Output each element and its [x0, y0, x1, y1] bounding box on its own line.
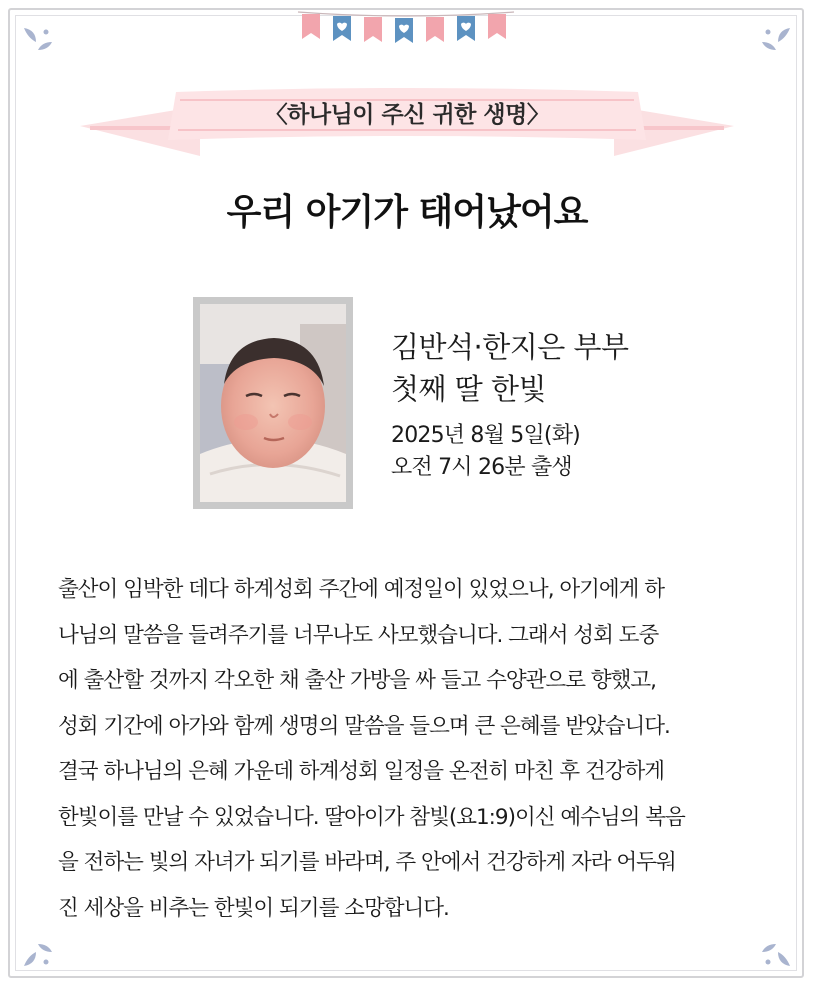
story-line: 성회 기간에 아가와 함께 생명의 말씀을 들으며 큰 은혜를 받았습니다. — [58, 713, 670, 739]
section-subtitle: 〈하나님이 주신 귀한 생명〉 — [264, 102, 550, 128]
corner-ornament-icon — [22, 26, 54, 54]
story-line: 을 전하는 빛의 자녀가 되기를 바라며, 주 안에서 건강하게 자라 어두워 — [58, 850, 676, 875]
story-line: 한빛이를 만날 수 있었습니다. 딸아이가 참빛(요1:9)이신 예수님의 복음 — [58, 804, 685, 830]
bunting-flags-icon — [296, 6, 516, 46]
baby-info — [391, 326, 629, 484]
corner-ornament-icon — [22, 938, 54, 968]
birth-time: 오전 7시 26분 출생 — [391, 455, 572, 480]
story-line: 출산이 임박한 데다 하계성회 주간에 예정일이 있었으나, 아기에게 하 — [58, 577, 665, 602]
page-title: 우리 아기가 태어났어요 — [226, 191, 588, 233]
corner-ornament-icon — [760, 26, 792, 54]
story-line: 에 출산할 것까지 각오한 채 출산 가방을 싸 들고 수양관으로 향했고, — [58, 668, 656, 693]
parents-name: 김반석·한지은 부부 — [391, 330, 629, 364]
birth-date: 2025년 8월 5일(화) — [391, 423, 580, 448]
story-line: 진 세상을 비추는 한빛이 되기를 소망합니다. — [58, 895, 449, 921]
baby-photo — [193, 297, 353, 509]
corner-ornament-icon — [760, 938, 792, 968]
baby-name: 첫째 딸 한빛 — [391, 372, 547, 406]
baby-portrait-image — [200, 304, 346, 502]
story-line: 나님의 말씀을 들려주기를 너무나도 사모했습니다. 그래서 성회 도중 — [58, 622, 659, 648]
story-line: 결국 하나님의 은혜 가운데 하계성회 일정을 온전히 마친 후 건강하게 — [58, 759, 665, 784]
story-paragraph — [58, 567, 758, 931]
